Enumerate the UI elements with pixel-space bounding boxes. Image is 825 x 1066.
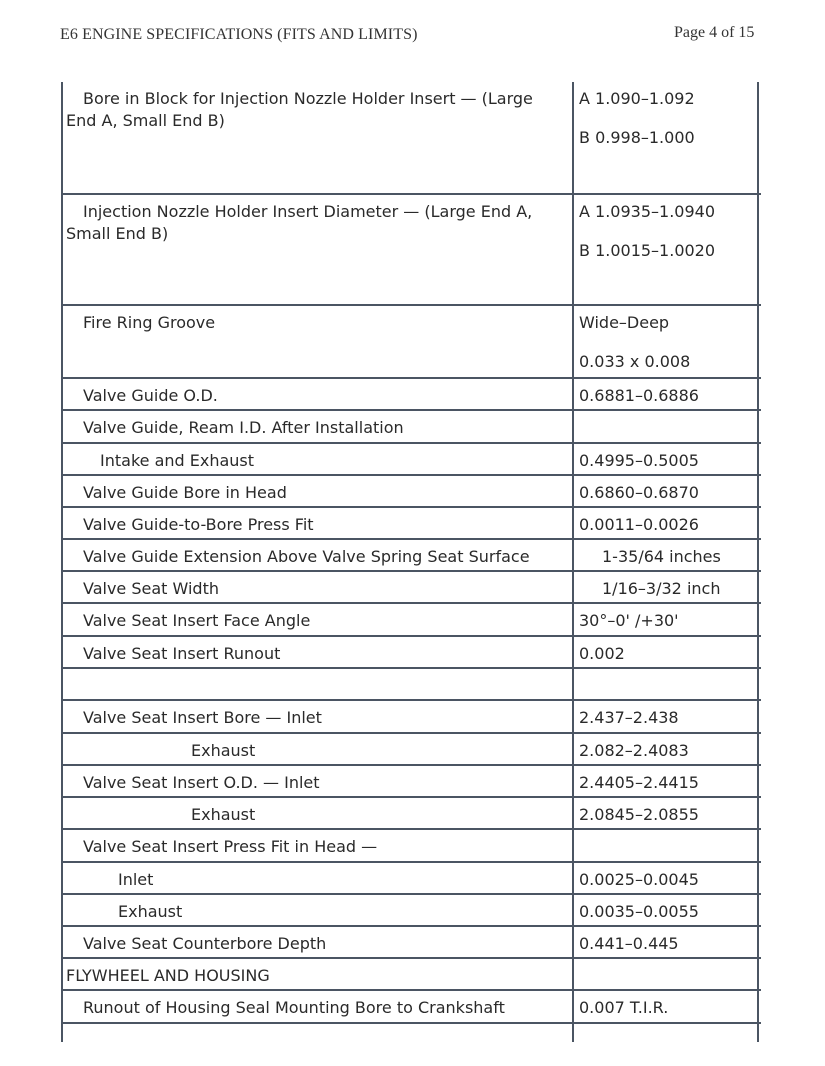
table-row: [61, 476, 761, 508]
spec-label: Bore in Block for Injection Nozzle Holder Insert — (Large End A, Small End B): [66, 89, 538, 130]
spec-table: [61, 82, 761, 1042]
spec-value: 2.0845–2.0855: [579, 805, 699, 824]
table-row-empty: [61, 669, 761, 701]
spec-value: 2.4405–2.4415: [579, 773, 699, 792]
spec-label: Valve Seat Insert Press Fit in Head —: [83, 837, 378, 856]
spec-label: Valve Seat Insert Face Angle: [83, 611, 311, 630]
spec-value: [579, 88, 755, 149]
spec-value-line: A 1.0935–1.0940: [579, 202, 715, 221]
table-row: [61, 895, 761, 927]
spec-value: 2.082–2.4083: [579, 741, 689, 760]
section-heading: FLYWHEEL AND HOUSING: [66, 966, 270, 985]
spec-label: Valve Guide O.D.: [83, 386, 218, 405]
table-row: [61, 82, 761, 195]
table-row: [61, 508, 761, 540]
spec-value: 0.007 T.I.R.: [579, 998, 669, 1017]
table-row: [61, 411, 761, 444]
spec-label: Valve Seat Insert Runout: [83, 644, 281, 663]
spec-value: [579, 312, 755, 373]
spec-label: Valve Guide Extension Above Valve Spring Seat Surface: [83, 547, 530, 566]
document-title: E6 ENGINE SPECIFICATIONS (FITS AND LIMITS): [60, 26, 418, 43]
spec-label: Valve Guide, Ream I.D. After Installation: [83, 418, 404, 437]
spec-label: Valve Seat Insert O.D. — Inlet: [83, 773, 320, 792]
spec-value: 0.6881–0.6886: [579, 386, 699, 405]
spec-value-line: B 1.0015–1.0020: [579, 241, 716, 260]
section-heading-row: [61, 959, 761, 991]
spec-value: 0.441–0.445: [579, 934, 679, 953]
table-row: [61, 927, 761, 959]
table-row: [61, 572, 761, 604]
spec-value: 0.6860–0.6870: [579, 483, 699, 502]
spec-label: Intake and Exhaust: [100, 451, 255, 470]
spec-value: 1/16–3/32 inch: [602, 579, 721, 598]
spec-value: 1-35/64 inches: [602, 547, 721, 566]
table-row: [61, 306, 761, 379]
table-row: [61, 734, 761, 766]
table-row: [61, 604, 761, 637]
table-row: [61, 701, 761, 734]
spec-value: 0.0011–0.0026: [579, 515, 699, 534]
spec-label: Fire Ring Groove: [83, 313, 216, 332]
spec-label: Injection Nozzle Holder Insert Diameter — (Large End A, Small End B): [66, 202, 538, 243]
spec-label: Valve Guide Bore in Head: [83, 483, 287, 502]
table-row: [61, 863, 761, 895]
spec-value: [579, 201, 755, 262]
spec-value: 0.4995–0.5005: [579, 451, 699, 470]
table-row: [61, 830, 761, 863]
table-row: [61, 766, 761, 798]
table-row: [61, 444, 761, 476]
table-row: [61, 379, 761, 411]
table-row: [61, 195, 761, 306]
spec-value-line: B 0.998–1.000: [579, 128, 695, 147]
spec-label: Exhaust: [191, 805, 256, 824]
spec-label: Exhaust: [118, 902, 183, 921]
spec-value: 0.002: [579, 644, 625, 663]
spec-value: 0.0025–0.0045: [579, 870, 699, 889]
page-number: Page 4 of 15: [674, 24, 755, 41]
spec-value: 30°–0' /+30': [579, 611, 679, 630]
table-row: [61, 637, 761, 669]
spec-label: Valve Seat Width: [83, 579, 219, 598]
spec-label: Valve Seat Insert Bore — Inlet: [83, 708, 322, 727]
spec-value: 0.0035–0.0055: [579, 902, 699, 921]
spec-value-line: A 1.090–1.092: [579, 89, 695, 108]
spec-label: Exhaust: [191, 741, 256, 760]
spec-label: Runout of Housing Seal Mounting Bore to Crankshaft: [83, 998, 505, 1017]
table-row: [61, 798, 761, 830]
spec-value-line: 0.033 x 0.008: [579, 352, 691, 371]
spec-value: 2.437–2.438: [579, 708, 679, 727]
table-row: [61, 991, 761, 1024]
spec-value-line: Wide–Deep: [579, 313, 670, 332]
spec-label: Valve Seat Counterbore Depth: [83, 934, 327, 953]
table-row: [61, 540, 761, 572]
spec-label: Inlet: [118, 870, 154, 889]
spec-label: Valve Guide-to-Bore Press Fit: [83, 515, 314, 534]
